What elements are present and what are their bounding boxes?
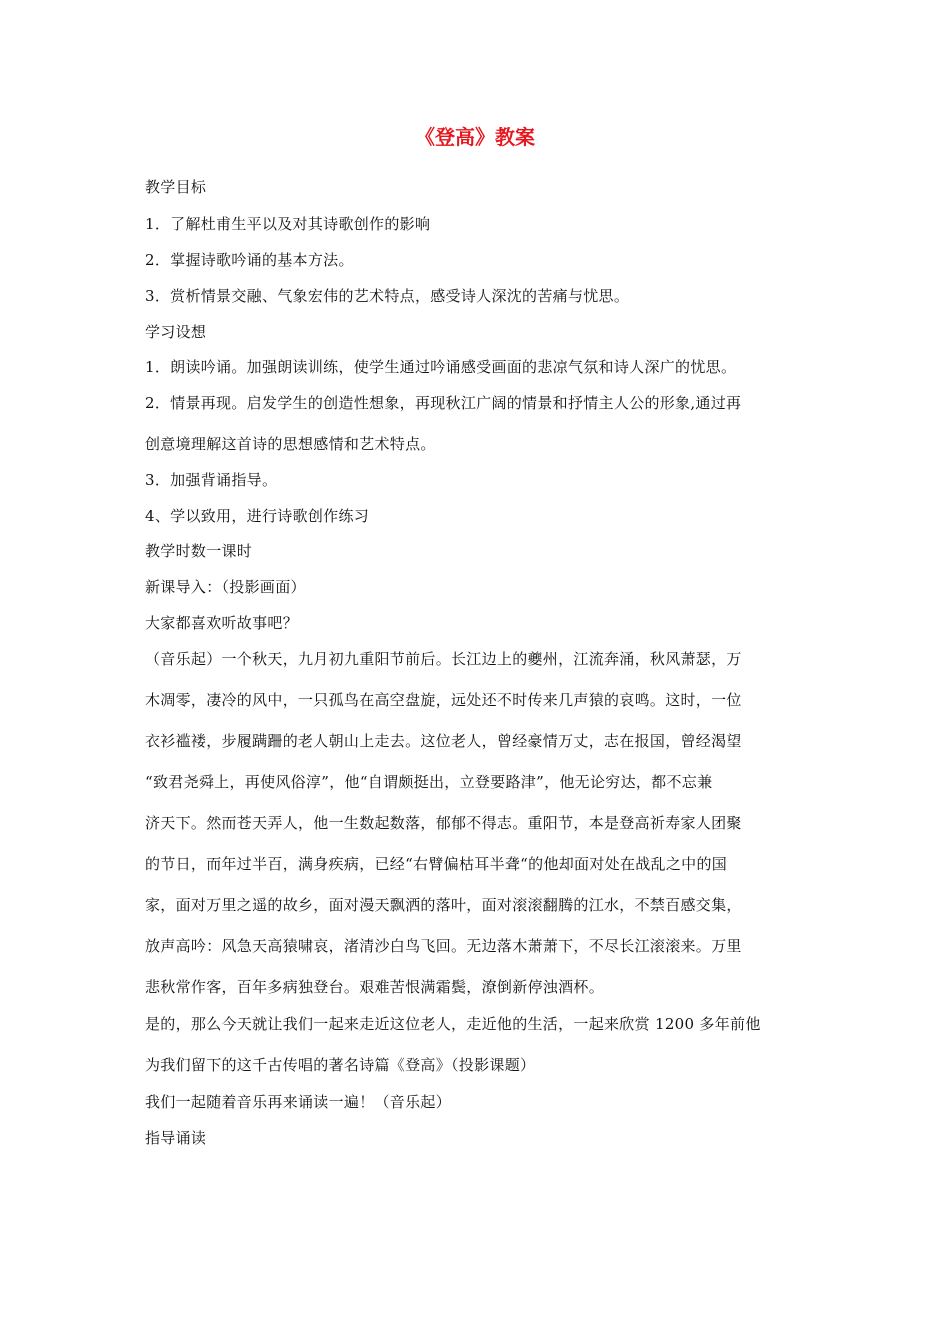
paragraph-line: 1．朗读吟诵。加强朗读训练，使学生通过吟诵感受画面的悲凉气氛和诗人深广的忧思。	[145, 358, 737, 376]
paragraph-line: 创意境理解这首诗的思想感情和艺术特点。	[145, 435, 436, 453]
paragraph-line: 木凋零，凄冷的风中，一只孤鸟在高空盘旋，远处还不时传来几声猿的哀鸣。这时，一位	[145, 691, 742, 709]
paragraph-line: 为我们留下的这千古传唱的著名诗篇《登高》（投影课题）	[145, 1056, 536, 1074]
section-heading-hours: 教学时数一课时	[145, 542, 253, 560]
paragraph-line: 1．了解杜甫生平以及对其诗歌创作的影响	[145, 215, 431, 233]
paragraph-line: 3．赏析情景交融、气象宏伟的艺术特点，感受诗人深沈的苦痛与忧思。	[145, 287, 630, 305]
paragraph-line: “致君尧舜上，再使风俗淳”，他“自谓颇挺出，立登要路津”，他无论穷达，都不忘兼	[145, 773, 713, 791]
section-heading-goals: 教学目标	[145, 178, 207, 196]
paragraph-line: 是的，那么今天就让我们一起来走近这位老人，走近他的生活，一起来欣赏 1200 多年前他	[145, 1015, 761, 1033]
paragraph-line: 家，面对万里之遥的故乡，面对漫天飘洒的落叶，面对滚滚翻腾的江水，不禁百感交集，	[145, 896, 742, 914]
paragraph-line: 大家都喜欢听故事吧？	[145, 614, 299, 632]
section-heading-guided-reading: 指导诵读	[145, 1129, 207, 1147]
document-title: 《登高》教案	[415, 125, 535, 149]
paragraph-line: 的节日，而年过半百，满身疾病，已经“右臂偏枯耳半聋“的他却面对处在战乱之中的国	[145, 855, 728, 873]
section-heading-design: 学习设想	[145, 323, 207, 341]
paragraph-line: 2．情景再现。启发学生的创造性想象，再现秋江广阔的情景和抒情主人公的形象,通过再	[145, 394, 742, 412]
paragraph-line: 2．掌握诗歌吟诵的基本方法。	[145, 251, 354, 269]
paragraph-line: （音乐起）一个秋天，九月初九重阳节前后。长江边上的夔州，江流奔涌，秋风萧瑟，万	[145, 650, 742, 668]
paragraph-line: 放声高吟：风急天高猿啸哀，渚清沙白鸟飞回。无边落木萧萧下，不尽长江滚滚来。万里	[145, 937, 742, 955]
paragraph-line: 悲秋常作客，百年多病独登台。艰难苦恨满霜鬓，潦倒新停浊酒杯。	[145, 978, 605, 996]
paragraph-line: 衣衫褴褛，步履蹒跚的老人朝山上走去。这位老人，曾经豪情万丈，志在报国，曾经渴望	[145, 732, 742, 750]
paragraph-line: 4、学以致用，进行诗歌创作练习	[145, 507, 370, 525]
paragraph-line: 济天下。然而苍天弄人，他一生数起数落，郁郁不得志。重阳节，本是登高祈寿家人团聚	[145, 814, 742, 832]
paragraph-line: 3．加强背诵指导。	[145, 471, 278, 489]
paragraph-line: 我们一起随着音乐再来诵读一遍！（音乐起）	[145, 1093, 452, 1111]
section-heading-intro: 新课导入：（投影画面）	[145, 578, 306, 596]
